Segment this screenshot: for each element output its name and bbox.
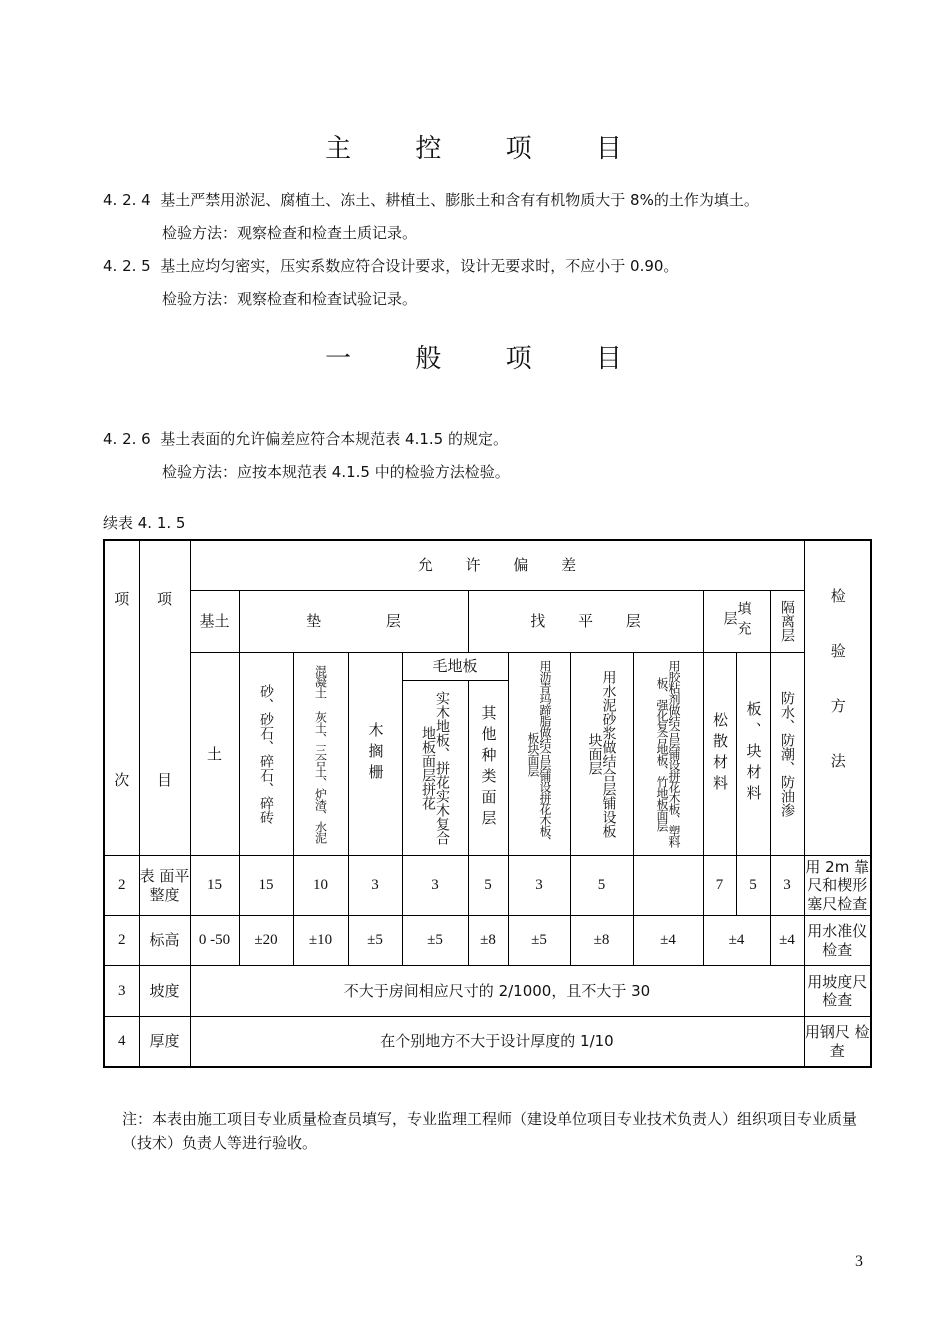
header-mu: 目 [156,770,172,789]
tolerance-table [103,539,870,1068]
col-mugezha: 木搁栅 [348,652,402,855]
col-shimu: 实木地板、拼花实木复合地板面层拼花 [402,680,468,855]
header-method: 检验方法 [804,540,871,856]
header-allowed: 允 许 偏 差 [190,540,804,590]
table-caption: 续表 4. 1. 5 [103,514,186,532]
col-bankuai: 板、块材料 [736,652,770,855]
col-songsan: 松散材料 [703,652,736,855]
clause-4-2-4 [103,189,759,210]
clause-4-2-5-method: 检验方法：观察检查和检查试验记录。 [162,290,418,308]
page-number: 3 [855,1253,863,1270]
group-geli: 隔离层 [770,590,804,652]
group-jitu: 基土 [190,590,239,652]
col-jiaonianji: 用胶粘剂做结合层铺设拼花木板、塑料板、强化复合地板、竹地板面层 [633,652,703,855]
header-xiang: 项 [114,589,130,608]
header-xiang-ci [104,540,139,856]
group-dianceng: 垫 层 [239,590,468,652]
group-maodiban: 毛地板 [402,652,508,680]
col-tu: 土 [190,652,239,855]
header-ci: 次 [114,770,130,789]
col-qita: 其他种类面层 [468,680,508,855]
table-row: 2 表 面平整度 15 15 10 3 3 5 3 5 7 5 3 用 2m 靠尺和楔形塞尺检查 [104,856,871,916]
clause-4-2-4-method: 检验方法：观察检查和检查土质记录。 [162,224,418,242]
heading-main-control: 主 控 项 目 [325,134,650,164]
header-xiang-2: 项 [156,589,172,608]
clause-number: 4. 2. 4 [103,191,151,209]
clause-4-2-6-method: 检验方法：应按本规范表 4.1.5 中的检验方法检验。 [162,463,510,481]
col-sha: 砂、砂石、碎石、碎砖 [239,652,293,855]
group-tianchong: 填充层 [703,590,770,652]
group-zhaopingceng: 找 平 层 [468,590,703,652]
col-liqing: 用沥青玛蹄脂做结合层铺设拼花木板、板块面层 [508,652,570,855]
col-fangshui: 防水、防潮、防油渗 [770,652,804,855]
footnote: 注：本表由施工项目专业质量检查员填写，专业监理工程师（建设单位项目专业技术负责人）组织项目专业质量（技术）负责人等进行验收。 [122,1110,858,1152]
clause-text: 基土严禁用淤泥、腐植土、冻土、耕植土、膨胀土和含有有机物质大于 8%的土作为填土。 [160,191,759,209]
table-row: 3 坡度 不大于房间相应尺寸的 2/1000，且不大于 30 用坡度尺检查 [104,966,871,1017]
header-xiang-mu [139,540,190,856]
col-shuini: 用水泥砂浆做结合层铺设板块面层 [570,652,633,855]
clause-number: 4. 2. 6 [103,430,151,448]
clause-number: 4. 2. 5 [103,257,151,275]
table-row: 2 标高 0 -50 ±20 ±10 ±5 ±5 ±8 ±5 ±8 ±4 ±4 ±4 用水准仪检查 [104,916,871,966]
col-hunningtu: 混凝土 灰土、三合土、炉渣、水泥 [293,652,348,855]
heading-general: 一 般 项 目 [325,344,650,374]
clause-text: 基土表面的允许偏差应符合本规范表 4.1.5 的规定。 [160,430,508,448]
clause-4-2-6 [103,428,508,449]
clause-text: 基土应均匀密实，压实系数应符合设计要求，设计无要求时，不应小于 0.90。 [160,257,679,275]
clause-4-2-5 [103,255,678,276]
table-row: 4 厚度 在个别地方不大于设计厚度的 1/10 用钢尺 检 查 [104,1017,871,1067]
